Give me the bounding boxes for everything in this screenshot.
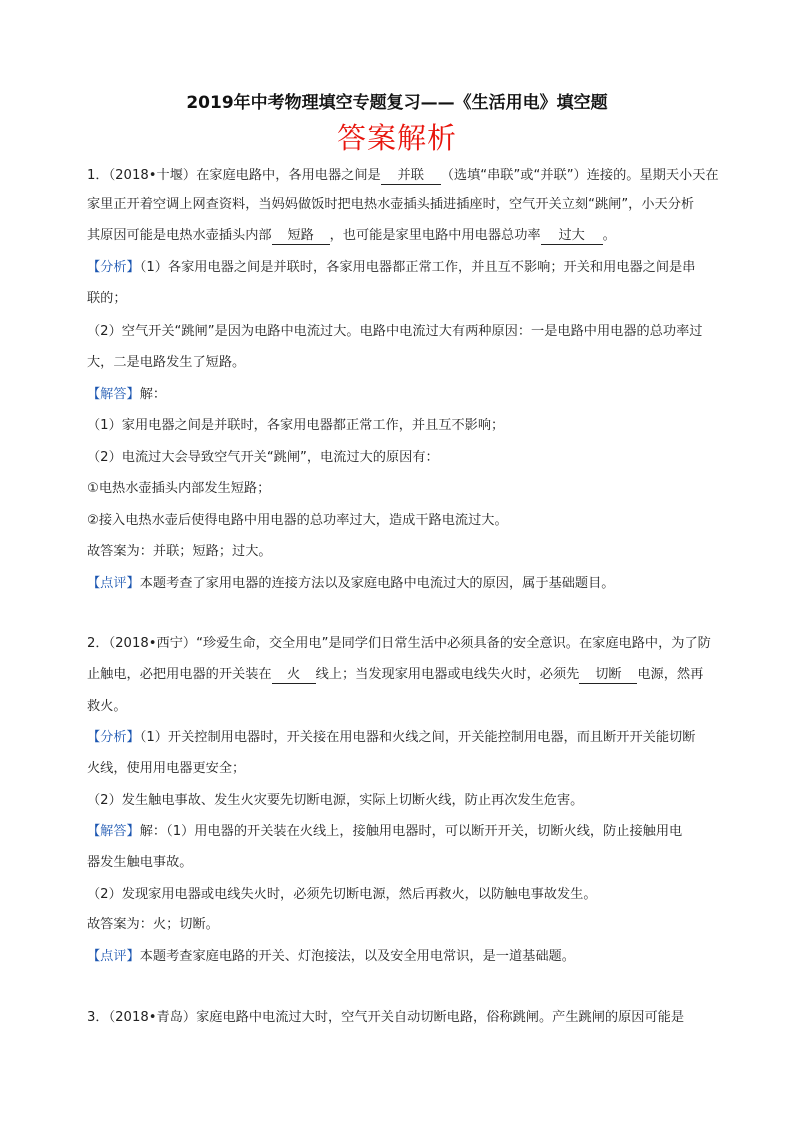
- answer-heading: 答案解析: [336, 121, 457, 155]
- q2-answer-2: 切断: [579, 666, 637, 684]
- solution-tag: 【解答】: [87, 387, 140, 402]
- q1-analysis-line-1: 【分析】（1）各家用电器之间是并联时，各家用电器都正常工作，并且互不影响；开关和用电器之间是串: [87, 260, 696, 275]
- q2-solution-line-2: 器发生触电事故。: [87, 855, 193, 870]
- q1-line-1: 1．（2018•十堰）在家庭电路中，各用电器之间是 并联 （选填“串联”或“并联”）连接的。星期天小天在: [87, 168, 719, 183]
- q3-line-1: 3．（2018•青岛）家庭电路中电流过大时，空气开关自动切断电路，俗称跳闸。产生跳闸的原因可能是: [87, 1010, 685, 1025]
- q1-solution-line-1: （1）家用电器之间是并联时，各家用电器都正常工作，并且互不影响；: [87, 418, 505, 433]
- comment-tag: 【点评】: [87, 576, 140, 591]
- q2-line-1: 2．（2018•西宁）“珍爱生命，交全用电”是同学们日常生活中必须具备的安全意识。在家庭电路中，为了防: [87, 636, 711, 651]
- q2-answer-1: 火: [272, 666, 316, 684]
- q2-analysis-line-3: （2）发生触电事故、发生火灾要先切断电源，实际上切断火线，防止再次发生危害。: [87, 793, 584, 808]
- q1-answer-3: 过大: [541, 227, 603, 245]
- q2-analysis-line-1: 【分析】（1）开关控制用电器时，开关接在用电器和火线之间，开关能控制用电器，而且断开开关能切断: [87, 730, 696, 745]
- document-title: 2019年中考物理填空专题复习——《生活用电》填空题: [186, 93, 608, 113]
- q1-solution-head: 【解答】解：: [87, 387, 167, 402]
- q2-analysis-line-2: 火线，使用用电器更安全；: [87, 761, 246, 776]
- analysis-tag: 【分析】: [87, 260, 140, 275]
- q1-analysis-line-4: 大，二是电路发生了短路。: [87, 355, 246, 370]
- q2-comment: 【点评】本题考查家庭电路的开关、灯泡接法，以及安全用电常识，是一道基础题。: [87, 949, 575, 964]
- q1-solution-line-3: ①电热水壶插头内部发生短路；: [87, 481, 271, 496]
- q2-solution-line-3: （2）发现家用电器或电线失火时，必须先切断电源，然后再救火，以防触电事故发生。: [87, 887, 597, 902]
- q1-comment: 【点评】本题考查了家用电器的连接方法以及家庭电路中电流过大的原因，属于基础题目。: [87, 576, 615, 591]
- q1-line-3: 其原因可能是电热水壶插头内部 短路 ，也可能是家里电路中用电器总功率 过大 。: [87, 228, 616, 243]
- q1-solution-line-4: ②接入电热水壶后使得电路中用电器的总功率过大，造成干路电流过大。: [87, 513, 508, 528]
- q2-line-2: 止触电，必把用电器的开关装在 火 线上；当发现家用电器或电线失火时，必须先 切断 电源，然再: [87, 667, 704, 682]
- q1-line-2: 家里正开着空调上网查资料，当妈妈做饭时把电热水壶插头插进插座时，空气开关立刻“跳闸”，小天分析: [87, 197, 695, 212]
- q1-answer-2: 短路: [272, 227, 330, 245]
- q1-final-answer: 故答案为：并联；短路；过大。: [87, 544, 272, 559]
- q1-answer-1: 并联: [381, 167, 441, 185]
- q2-final-answer: 故答案为：火；切断。: [87, 917, 219, 932]
- q2-line-3: 救火。: [87, 699, 127, 714]
- analysis-tag: 【分析】: [87, 730, 140, 745]
- solution-tag: 【解答】: [87, 824, 140, 839]
- q2-solution-line-1: 【解答】解：（1）用电器的开关装在火线上，接触用电器时，可以断开开关，切断火线，防止接触用电: [87, 824, 683, 839]
- q1-analysis-line-2: 联的；: [87, 291, 127, 306]
- comment-tag: 【点评】: [87, 949, 140, 964]
- q1-analysis-line-3: （2）空气开关“跳闸”是因为电路中电流过大。电路中电流过大有两种原因：一是电路中用电器的总功率过: [87, 324, 703, 339]
- q1-solution-line-2: （2）电流过大会导致空气开关“跳闸”，电流过大的原因有：: [87, 450, 439, 465]
